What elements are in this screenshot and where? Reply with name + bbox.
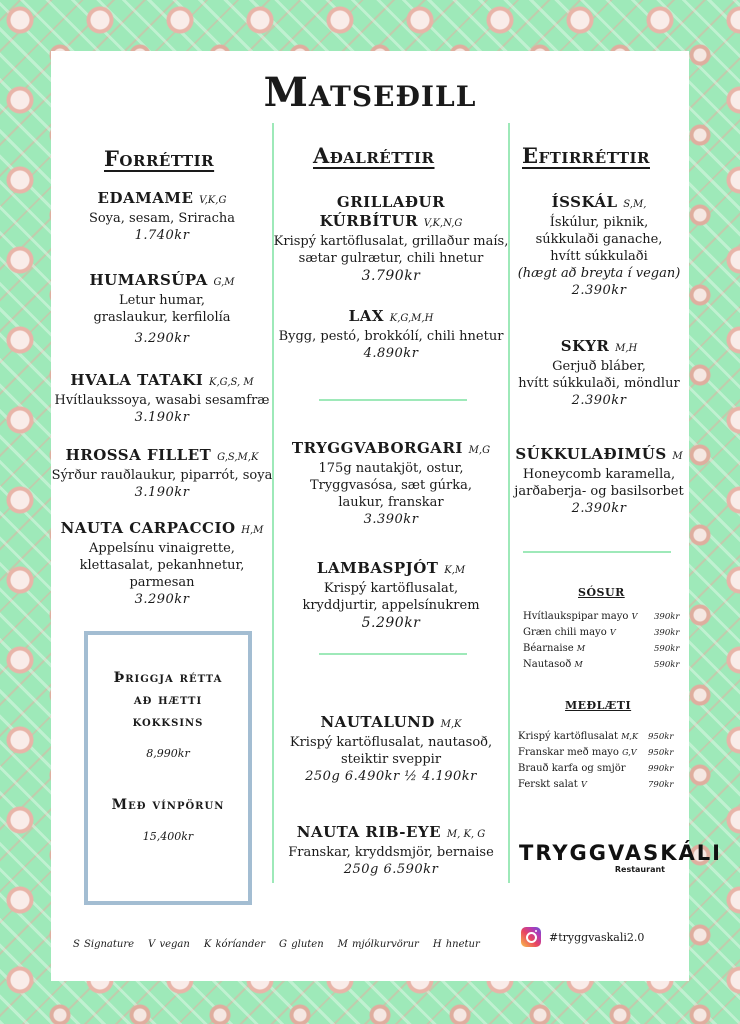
starter-item: HROSSA FILLET G,S,M,K Sýrður rauðlaukur, piparrót, soya 3.190kr	[51, 446, 273, 500]
starter-item: EDAMAME V,K,G Soya, sesam, Sriracha 1.740kr	[88, 189, 236, 243]
mains-column	[273, 51, 509, 911]
mains-heading: Aðalréttir	[313, 143, 435, 168]
main-item: NAUTA RIB-EYE M, K, G Franskar, kryddsmjör, bernaise 250g 6.590kr	[288, 823, 494, 877]
restaurant-logo: TRYGGVASKÁLI Restaurant	[519, 841, 722, 874]
sauce-row: Hvítlaukspipar mayo V 390kr	[523, 611, 680, 622]
menu-paper	[51, 51, 722, 981]
starters-heading: Forréttir	[104, 146, 215, 171]
starter-item: HUMARSÚPA G,M Letur humar, graslaukur, kerfilolía 3.290kr	[89, 271, 235, 346]
dessert-item: SÚKKULAÐIMÚS M Honeycomb karamella, jarðaberja- og basilsorbet 2.390kr	[514, 445, 684, 516]
mains-separator-1	[319, 399, 467, 401]
main-item: GRILLAÐUR KÚRBÍTUR V,K,N,G Krispý kartöflusalat, grillaður maís, sætar gulrætur, chili hnetur 3.790kr	[273, 193, 509, 284]
chef-special-box: Þriggja rétta að hætti kokksins 8,990kr Með vínpörun 15,400kr	[84, 631, 252, 905]
side-row: Ferskt salat V 790kr	[518, 779, 674, 790]
dessert-item: ÍSSKÁL S,M, Ískúlur, piknik, súkkulaði ganache, hvítt súkkulaði (hægt að breyta í vegan) 2.390kr	[517, 193, 681, 298]
sauce-row: Nautasoð M 590kr	[523, 659, 680, 670]
sides-heading: MEÐLÆTI	[565, 699, 632, 712]
side-row: Franskar með mayo G,V 950kr	[518, 747, 674, 758]
wine-pairing-heading: Með vínpörun	[111, 797, 225, 813]
starter-item: HVALA TATAKI K,G,S, M Hvítlaukssoya, wasabi sesamfræ 3.190kr	[54, 371, 270, 425]
allergen-legend: S Signature V vegan K kóríander G gluten M mjólkurvörur H hnetur	[73, 939, 480, 950]
instagram-icon	[521, 927, 541, 947]
wine-pairing-price: 15,400kr	[142, 830, 194, 843]
instagram-handle[interactable]: #tryggvaskali2.0	[521, 927, 644, 947]
side-row: Krispý kartöflusalat M,K 950kr	[518, 731, 674, 742]
sauce-row: Græn chili mayo V 390kr	[523, 627, 680, 638]
main-item: LAX K,G,M,H Bygg, pestó, brokkólí, chili hnetur 4.890kr	[278, 307, 504, 361]
special-price: 8,990kr	[146, 747, 190, 760]
starters-column	[51, 51, 273, 611]
menu-title: Matseðill	[263, 69, 477, 116]
special-heading: Þriggja rétta	[113, 670, 223, 686]
side-row: Brauð karfa og smjör 990kr	[518, 763, 674, 774]
sauces-heading: SÓSUR	[578, 586, 625, 599]
sauce-row: Béarnaise M 590kr	[523, 643, 680, 654]
main-item: NAUTALUND M,K Krispý kartöflusalat, nautasoð, steiktir sveppir 250g 6.490kr ½ 4.190kr	[289, 713, 493, 784]
starter-item: NAUTA CARPACCIO H,M Appelsínu vinaigrette, klettasalat, pekanhnetur, parmesan 3.290kr	[60, 519, 264, 607]
mains-separator-2	[319, 653, 467, 655]
desserts-column	[509, 51, 689, 531]
desserts-heading: Eftirréttir	[522, 143, 650, 168]
main-item: TRYGGVABORGARI M,G 175g nautakjöt, ostur, Tryggvasósa, sæt gúrka, laukur, franskar 3.390kr	[291, 439, 491, 527]
desserts-separator	[523, 551, 671, 553]
dessert-item: SKYR M,H Gerjuð bláber, hvítt súkkulaði, möndlur 2.390kr	[518, 337, 680, 408]
main-item: LAMBASPJÓT K,M Krispý kartöflusalat, kryddjurtir, appelsínukrem 5.290kr	[302, 559, 480, 631]
